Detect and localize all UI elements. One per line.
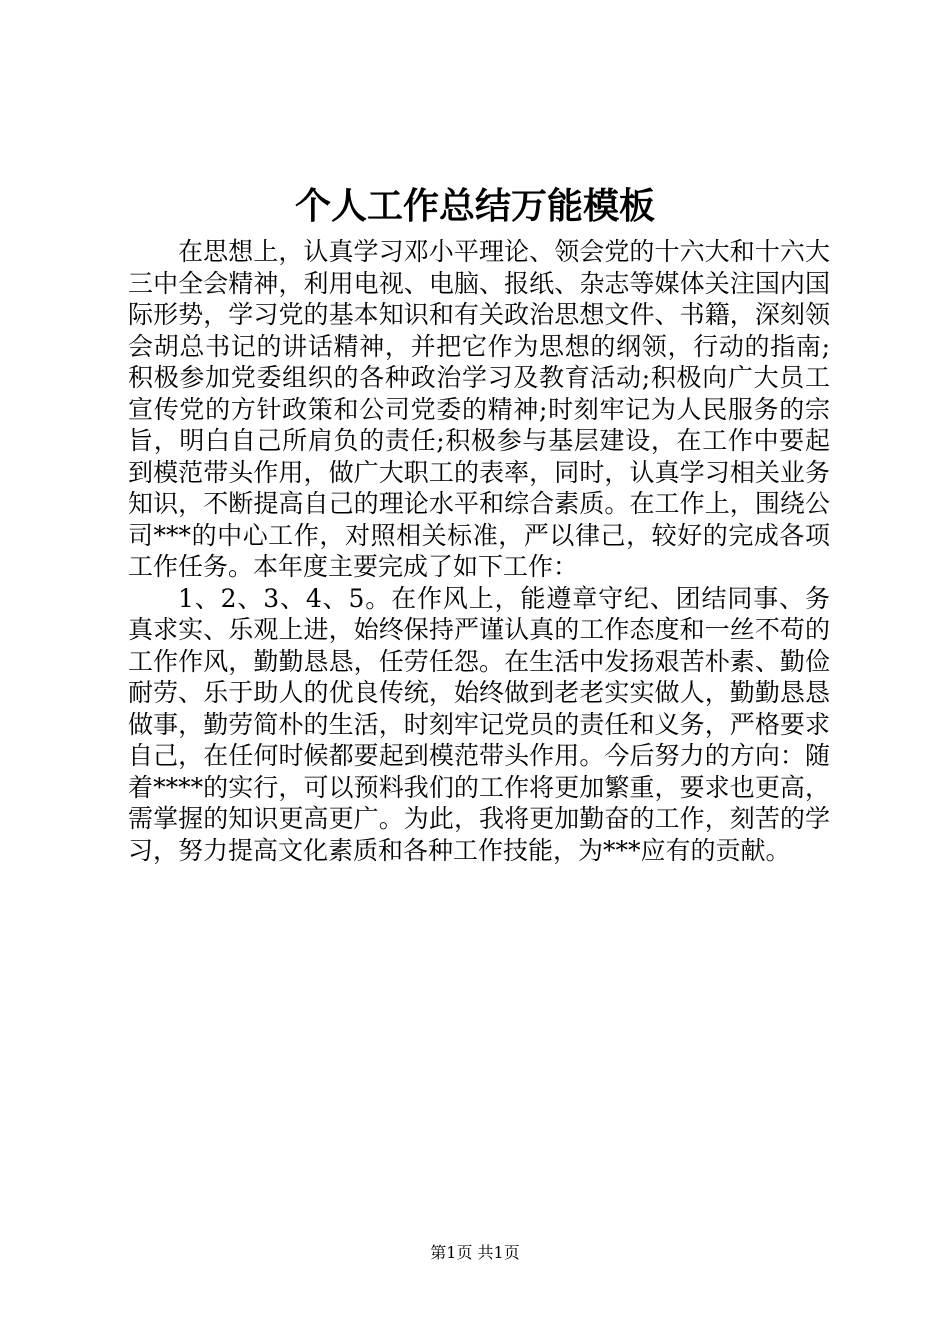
document-title: 个人工作总结万能模板: [294, 185, 655, 227]
body-paragraph-2: 1、2、3、4、5。在作风上，能遵章守纪、团结同事、务真求实、乐观上进，始终保持严谨认真的工作态度和一丝不苟的工作作风，勤勤恳恳，任劳任怨。在生活中发扬艰苦朴素、勤俭耐劳、乐于助人的优良传统，始终做到老老实实做人，勤勤恳恳做事，勤劳简朴的生活，时刻牢记党员的责任和义务，严格要求自己，在任何时候都要起到模范带头作用。今后努力的方向：随着****的实行，可以预料我们的工作将更加繁重，要求也更高，需掌握的知识更高更广。为此，我将更加勤奋的工作，刻苦的学习，努力提高文化素质和各种工作技能，为***应有的贡献。: [128, 583, 830, 865]
page-number-footer: 第1页 共1页: [430, 1243, 520, 1262]
body-paragraph-1: 在思想上，认真学习邓小平理论、领会党的十六大和十六大三中全会精神，利用电视、电脑、报纸、杂志等媒体关注国内国际形势，学习党的基本知识和有关政治思想文件、书籍，深刻领会胡总书记的讲话精神，并把它作为思想的纲领，行动的指南;积极参加党委组织的各种政治学习及教育活动;积极向广大员工宣传党的方针政策和公司党委的精神;时刻牢记为人民服务的宗旨，明白自己所肩负的责任;积极参与基层建设，在工作中要起到模范带头作用，做广大职工的表率，同时，认真学习相关业务知识，不断提高自己的理论水平和综合素质。在工作上，围绕公司***的中心工作，对照相关标准，严以律己，较好的完成各项工作任务。本年度主要完成了如下工作：: [128, 237, 830, 581]
document-body: [128, 236, 830, 866]
